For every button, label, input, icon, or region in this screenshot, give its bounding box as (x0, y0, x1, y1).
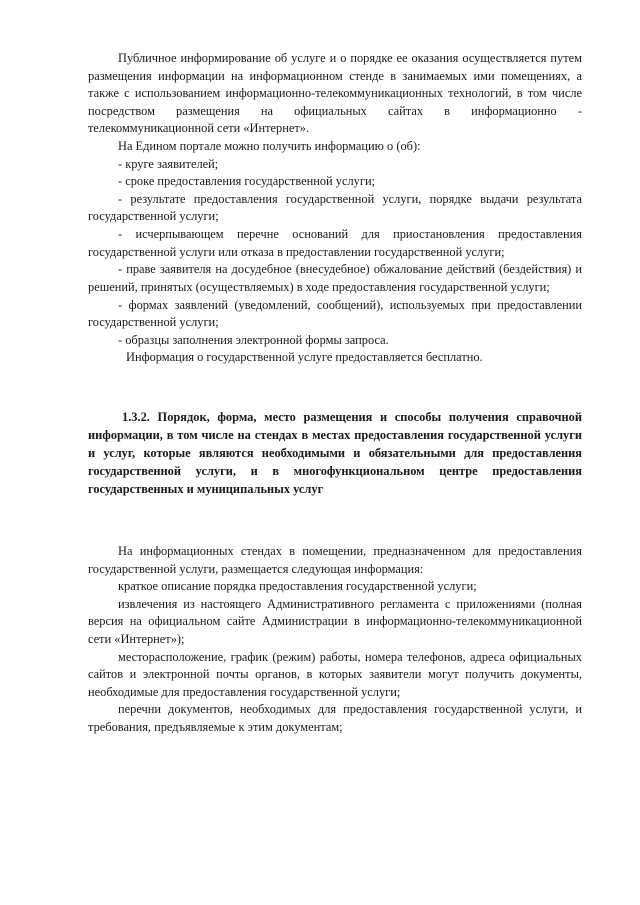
list-item-regulation-extracts: извлечения из настоящего Административного регламента с приложениями (полная версия на официальном сайте Администрации в информационно-телекоммуникационной сети «Интернет»); (88, 596, 582, 646)
list-item-service-result: - результате предоставления государственной услуги, порядке выдачи результата государственной услуги; (88, 191, 582, 224)
paragraph-info-stands: На информационных стендах в помещении, предназначенном для предоставления государственной услуги, размещается следующая информация: (88, 543, 582, 576)
list-item-service-term: - сроке предоставления государственной услуги; (118, 174, 376, 189)
list-item-refusal-grounds: - исчерпывающем перечне оснований для приостановления предоставления государственной услуги или отказа в предоставлении государственной услуги; (88, 227, 582, 259)
document-body (88, 50, 582, 737)
list-item-appeal-right: - праве заявителя на досудебное (внесудебное) обжалование действий (бездействия) и решений, принятых (осуществляемых) в ходе предоставления государственной услуги; (88, 262, 582, 294)
paragraph-single-portal: На Едином портале можно получить информацию о (об): (118, 139, 421, 154)
list-item-applicants-circle: - круге заявителей; (118, 156, 219, 171)
list-item-electronic-form-samples: - образцы заполнения электронной формы запроса. (118, 332, 389, 347)
list-item-location-and-schedule: месторасположение, график (режим) работы, номера телефонов, адреса официальных сайтов и электронной почты органов, в которых заявители могут получить документы, необходимые для предоставления государственной услуги; (88, 649, 582, 699)
list-item-documents-list: перечни документов, необходимых для предоставления государственной услуги, и требования, предъявляемые к этим документам; (88, 702, 582, 734)
section-heading-1-3-2: 1.3.2. Порядок, форма, место размещения и способы получения справочной информации, в том числе на стендах в местах предоставления государственной услуги и услуг, которые являются необходимыми и обязательными для предоставления государственной услуги, и в многофункциональном центре предоставления государственных и муниципальных услуг (88, 409, 582, 496)
list-item-brief-description: краткое описание порядка предоставления государственной услуги; (118, 579, 477, 594)
paragraph-free-of-charge: Информация о государственной услуге предоставляется бесплатно. (126, 350, 483, 365)
list-item-application-forms: - формах заявлений (уведомлений, сообщений), используемых при предоставлении государственной услуги; (88, 297, 582, 330)
paragraph-public-information: Публичное информирование об услуге и о порядке ее оказания осуществляется путем размещения информации на информационном стенде в занимаемых ими помещениях, а также с использованием информационно-телекоммуникационных технологий, в том числе посредством размещения на официальных сайтах в информационно - телекоммуникационной сети «Интернет». (88, 51, 582, 136)
